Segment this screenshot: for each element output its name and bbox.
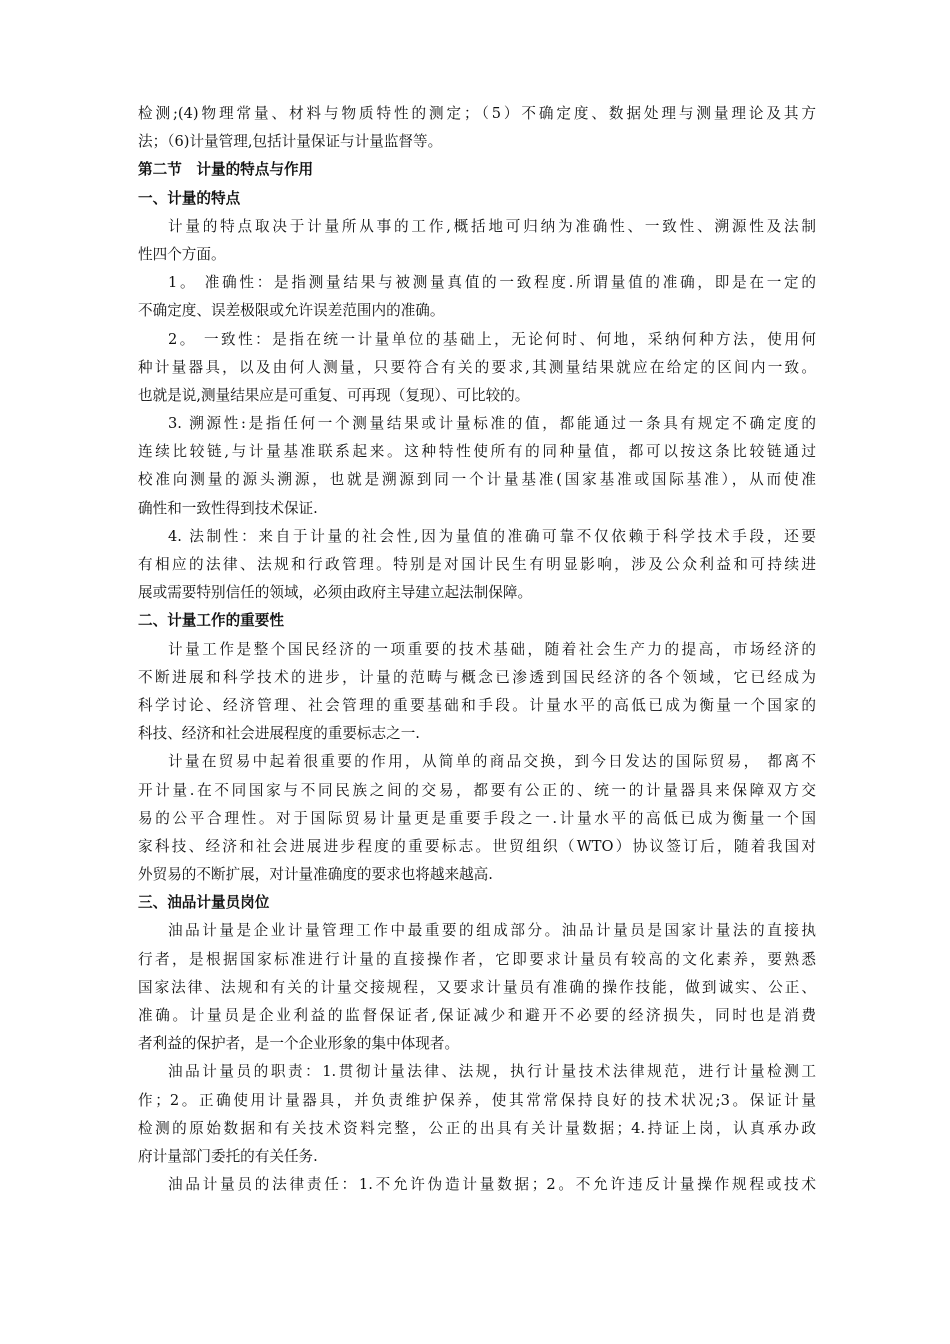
text-line: 性四个方面。 (138, 245, 226, 263)
text-line: 作；2。正确使用计量器具，并负责维护保养，使其常常保持良好的技术状况;3。保证计量 (138, 1091, 816, 1109)
text-line: 1。 准确性：是指测量结果与被测量真值的一致程度.所谓量值的准确，即是在一定的 (168, 274, 816, 292)
text-line: 检测;(4)物理常量、材料与物质特性的测定；（5）不确定度、数据处理与测量理论及其方 (138, 105, 816, 122)
section-heading: 第二节 计量的特点与作用 (138, 161, 314, 179)
text-line: 校准向测量的源头溯源，也就是溯源到同一个计量基准(国家基准或国际基准），从而使准 (138, 471, 816, 489)
text-line: 计量的特点取决于计量所从事的工作,概括地可归纳为准确性、一致性、溯源性及法制 (168, 217, 816, 235)
text-line: 科学讨论、经济管理、社会管理的重要基础和手段。计量水平的高低已成为衡量一个国家的 (138, 696, 816, 714)
text-line: 府计量部门委托的有关任务. (138, 1147, 318, 1165)
text-line: 油品计量员的法律责任：1.不允许伪造计量数据；2。不允许违反计量操作规程或技术 (168, 1176, 816, 1194)
text-line: 行者，是根据国家标准进行计量的直接操作者，它即要求计量员有较高的文化素养，要熟悉 (138, 950, 816, 968)
text-line: 不确定度、误差极限或允许误差范围内的准确。 (138, 302, 445, 320)
text-line: 3. 溯源性:是指任何一个测量结果或计量标准的值，都能通过一条具有规定不确定度的 (168, 415, 816, 433)
text-line: 外贸易的不断扩展，对计量准确度的要求也将越来越高. (138, 866, 493, 884)
text-line: 有相应的法律、法规和行政管理。特别是对国计民生有明显影响，涉及公众利益和可持续进 (138, 556, 816, 573)
text-line: 4. 法制性：来自于计量的社会性,因为量值的准确可靠不仅依赖于科学技术手段，还要 (168, 527, 816, 545)
text-line: 连续比较链,与计量基准联系起来。这种特性使所有的同种量值，都可以按这条比较链通过 (138, 443, 816, 461)
text-line: 也就是说,测量结果应是可重复、可再现（复现）、可比较的。 (138, 386, 530, 404)
section-heading: 一、计量的特点 (138, 189, 241, 207)
document-page (138, 100, 816, 1199)
text-line: 油品计量是企业计量管理工作中最重要的组成部分。油品计量员是国家计量法的直接执 (168, 922, 816, 940)
text-line: 国家法律、法规和有关的计量交接规程，又要求计量员有准确的操作技能，做到诚实、公正、 (138, 978, 816, 996)
text-line: 开计量.在不同国家与不同民族之间的交易，都要有公正的、统一的计量器具来保障双方交 (138, 781, 816, 799)
text-line: 种计量器具，以及由何人测量，只要符合有关的要求,其测量结果就应在给定的区间内一致。 (138, 358, 816, 376)
text-line: 不断进展和科学技术的进步，计量的范畴与概念已渗透到国民经济的各个领域，它已经成为 (138, 668, 816, 686)
text-line: 展或需要特别信任的领域，必须由政府主导建立起法制保障。 (138, 584, 533, 602)
text-line: 家科技、经济和社会进展进步程度的重要标志。世贸组织（WTO）协议签订后，随着我国对 (138, 837, 816, 855)
text-line: 油品计量员的职责：1.贯彻计量法律、法规，执行计量技术法律规范，进行计量检测工 (168, 1063, 816, 1081)
section-heading: 二、计量工作的重要性 (138, 612, 284, 630)
text-line: 确性和一致性得到技术保证. (138, 499, 318, 517)
text-line: 计量在贸易中起着很重要的作用，从简单的商品交换，到今日发达的国际贸易， 都离不 (168, 753, 816, 771)
text-line: 者利益的保护者，是一个企业形象的集中体现者。 (138, 1035, 460, 1053)
text-line: 科技、经济和社会进展程度的重要标志之一. (138, 725, 420, 743)
text-line: 计量工作是整个国民经济的一项重要的技术基础，随着社会生产力的提高，市场经济的 (168, 640, 816, 658)
text-line: 准确。计量员是企业利益的监督保证者,保证减少和避开不必要的经济损失，同时也是消费 (138, 1007, 816, 1024)
text-line: 易的公平合理性。对于国际贸易计量更是重要手段之一.计量水平的高低已成为衡量一个国 (138, 809, 816, 827)
text-line: 2。 一致性：是指在统一计量单位的基础上，无论何时、何地，采纳何种方法，使用何 (168, 330, 816, 348)
section-heading: 三、油品计量员岗位 (138, 894, 270, 912)
text-line: 检测的原始数据和有关技术资料完整，公正的出具有关计量数据；4.持证上岗，认真承办政 (138, 1119, 816, 1137)
text-line: 法；（6)计量管理,包括计量保证与计量监督等。 (138, 133, 443, 151)
